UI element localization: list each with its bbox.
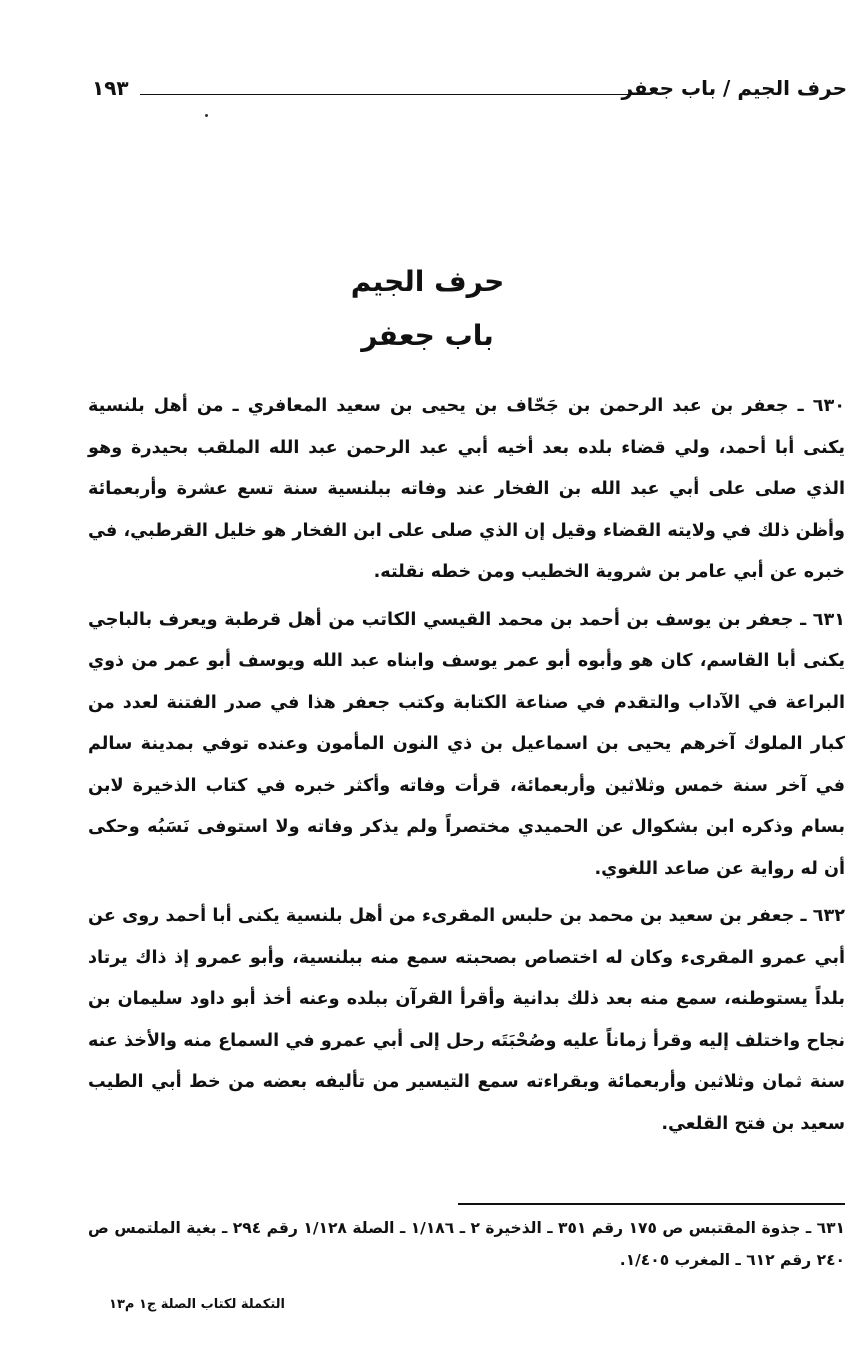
footnote: ٦٣١ ـ جذوة المقتبس ص ١٧٥ رقم ٣٥١ ـ الذخيرة ٢ ـ ١/١٨٦ ـ الصلة ١/١٢٨ رقم ٢٩٤ ـ بغية الملتمس ص ٢٤٠ رقم ٦١٢ ـ المغرب ١/٤٠٥. bbox=[88, 1219, 845, 1269]
page-number: ١٩٣ bbox=[92, 76, 129, 100]
body-text bbox=[88, 386, 845, 1145]
chapter-title: باب جعفر bbox=[361, 319, 494, 352]
signature-mark: التكملة لكتاب الصلة ج١ م١٣ bbox=[109, 1297, 285, 1312]
entry-631: ٦٣١ ـ جعفر بن يوسف بن أحمد بن محمد القيسي الكاتب من أهل قرطبة ويعرف بالباجي يكنى أبا القاسم، كان هو وأبوه أبو عمر يوسف وابناه عبد الله ويوسف أبو عمر من ذوي البراعة في الآداب والتقدم في صناعة الكتابة وكتب جعفر هذا في صدر الفتنة لعدد من كبار الملوك آخرهم يحيى بن اسماعيل بن ذي النون المأمون وعنده توفي بمدينة سالم في آخر سنة خمس وثلاثين وأربعمائة، قرأت وفاته وأكثر خبره في كتاب الذخيرة لابن بسام وذكره ابن بشكوال عن الحميدي مختصراً ولم يذكر وفاته ولا استوفى نَسَبُه وحكى أن له رواية عن صاعد اللغوي. bbox=[88, 609, 845, 879]
entry-632: ٦٣٢ ـ جعفر بن سعيد بن محمد بن حلبس المقرىء من أهل بلنسية يكنى أبا أحمد روى عن أبي عمرو المقرىء وكان له اختصاص بصحبته سمع منه ببلنسية، وأبو عمرو إذ ذاك يرتاد بلداً يستوطنه، سمع منه بعد ذلك بدانية وأقرأ القرآن ببلده وعنه أخذ أبو داود سليمان بن نجاح واختلف إليه وقرأ زماناً عليه وصُحْبَتَه رحل إلى أبي عمرو في السماع منه والأخذ عنه سنة ثمان وثلاثين وأربعمائة وبقراءته سمع التيسير من تأليفه بعضه من خط أبي الطيب سعيد بن فتح القلعي. bbox=[88, 906, 845, 1134]
header-rule bbox=[140, 94, 650, 95]
running-title: حرف الجيم / باب جعفر bbox=[621, 76, 847, 100]
section-title: حرف الجيم bbox=[350, 265, 505, 298]
print-speck bbox=[205, 114, 208, 117]
footnote-rule bbox=[458, 1203, 845, 1205]
entry-630: ٦٣٠ ـ جعفر بن عبد الرحمن بن جَحّاف بن يحيى بن سعيد المعافري ـ من أهل بلنسية يكنى أبا أحمد، ولي قضاء بلده بعد أخيه أبي عبد الرحمن عبد الله الملقب بحيدرة وهو الذي صلى على أبي عبد الله بن الفخار عند وفاته ببلنسية سنة تسع عشرة وأربعمائة وأظن ذلك في ولايته القضاء وقيل إن الذي صلى على ابن الفخار هو خليل القرطبي، في خبره عن أبي عامر بن شروية الخطيب ومن خطه نقلته. bbox=[88, 396, 845, 582]
